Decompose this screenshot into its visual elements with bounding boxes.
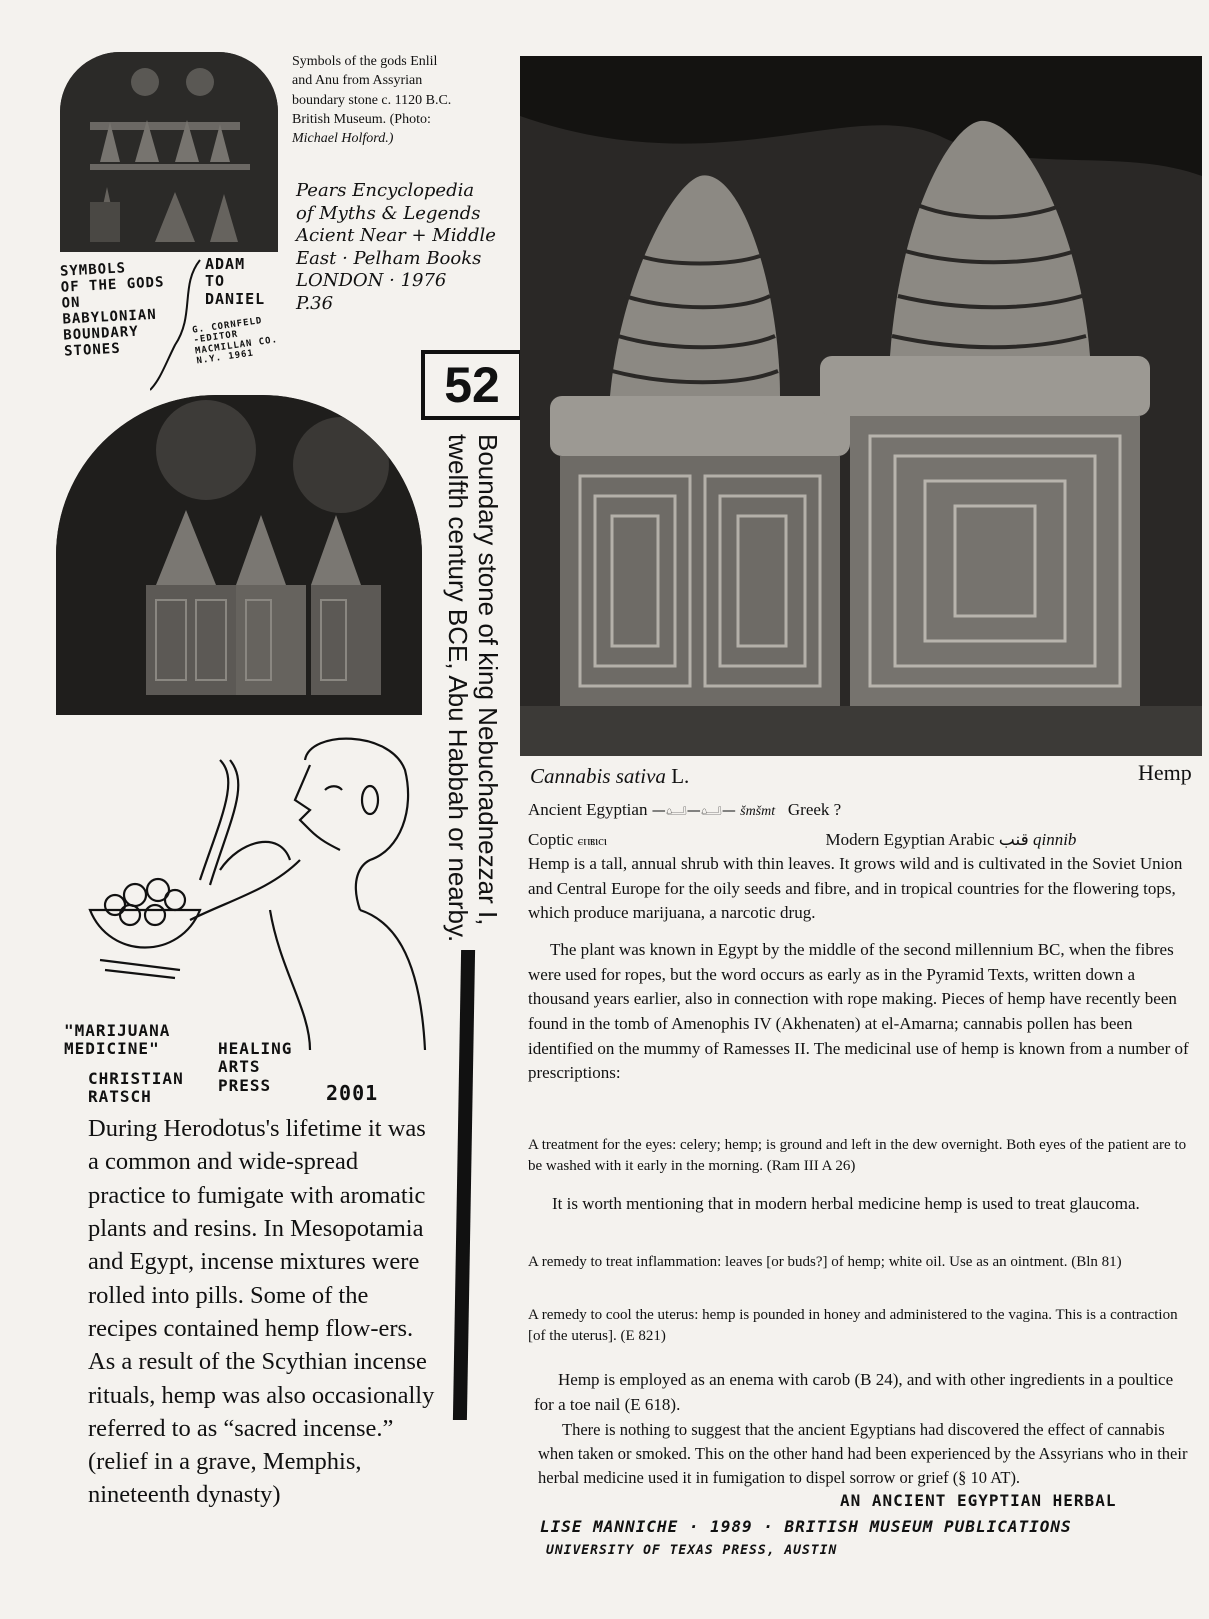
herbal-book-title-note: AN ANCIENT EGYPTIAN HERBAL [840, 1491, 1117, 1510]
hemp-species-title: Cannabis sativa L. [530, 764, 690, 788]
herbal-book-press-note: UNIVERSITY OF TEXAS PRESS, AUSTIN [546, 1543, 838, 1558]
top-photo-caption: Symbols of the gods Enlil and Anu from Assyrian boundary stone c. 1120 B.C. British Museum. (Photo: Michael Holford.) [292, 54, 452, 147]
hemp-para-2: The plant was known in Egypt by the middle of the second millennium BC, when the fibres were used for ropes, but the word occurs as early as in the Pyramid Texts, written down a thousand years earlier, also in connection with rope making. Pieces of hemp have recently been found in the tomb of Amenophis IV (Akhenaten) at el-Amarna; cannabis pollen has been identified on the mummy of Ramesses II. The medicinal use of hemp is known from a number of prescriptions: [528, 940, 1189, 1083]
cornfeld-note: G. CORNFELD -EDITOR MACMILLAN CO. N.Y. 1961 [191, 316, 279, 367]
hemp-quote-2: A remedy to treat inflammation: leaves [or buds?] of hemp; white oil. Use as an ointment. (Bln 81) [528, 1254, 1122, 1270]
hemp-para-1: Hemp is a tall, annual shrub with thin leaves. It grows wild and is cultivated in the Soviet Union and Central Europe for the oily seeds and fibre, and in tropical countries for the flowering tops, which produce marijuana, a narcotic drug. [528, 854, 1183, 923]
adam-to-daniel-note: ADAM TO DANIEL [205, 255, 266, 308]
hemp-quote-1: A treatment for the eyes: celery; hemp; is ground and left in the dew overnight. Both eyes of the patient are to be washed with it early in the morning. (Ram III A 26) [528, 1137, 1187, 1175]
symbols-note: SYMBOLS OF THE GODS ON BABYLONIAN BOUNDARY STONES [59, 260, 165, 361]
hemp-common-name: Hemp [1138, 760, 1192, 785]
figure-line-drawing [70, 720, 460, 1060]
vertical-boundary-caption: Boundary stone of king Nebuchadnezzar I, twelfth century BCE, Abu Habbah or nearby. [443, 434, 503, 943]
hemp-quote-3: A remedy to cool the uterus: hemp is pounded in honey and administered to the vagina. This is a contraction [of the uterus]. (E 821) [528, 1307, 1178, 1345]
hemp-names-line1: Ancient Egyptian —𓂟—𓂟— šmšmt Greek ? [528, 800, 842, 819]
hemp-names-line2: Coptic ⲉⲡⲃⲓⲥⲓ Modern Egyptian Arabic قنب qinnib [528, 830, 1077, 850]
healing-arts-press: HEALING ARTS PRESS [218, 1039, 293, 1095]
hemp-para-4: Hemp is employed as an enema with carob (B 24), and with other ingredients in a poultice for a toe nail (E 618). [534, 1370, 1174, 1414]
christian-ratsch: CHRISTIAN RATSCH [88, 1069, 184, 1107]
bracket-line [150, 255, 210, 395]
shrine-relief-photo [520, 56, 1202, 756]
page-number-box: 52 [421, 350, 523, 420]
marijuana-medicine-title: "MARIJUANA MEDICINE" [64, 1021, 171, 1059]
herbal-book-author-note: LISE MANNICHE · 1989 · BRITISH MUSEUM PUBLICATIONS [540, 1517, 1072, 1536]
marijuana-year: 2001 [326, 1081, 379, 1105]
boundary-stone-photo-small [60, 52, 278, 252]
hemp-para-5: There is nothing to suggest that the ancient Egyptians had discovered the effect of cannabis when taken or smoked. This on the other hand had been experienced by the Assyrians who in their herbal medicine used it in fumigation to dispel sorrow or grief (§ 10 AT). [538, 1420, 1188, 1487]
hemp-para-3: It is worth mentioning that in modern herbal medicine hemp is used to treat glaucoma. [552, 1194, 1140, 1213]
pears-encyclopedia-note: Pears Encyclopedia of Myths & Legends Acient Near + Middle East · Pelham Books LONDON · 1976 P.36 [296, 180, 496, 314]
boundary-stone-photo-large [56, 395, 422, 715]
herodotus-paragraph: During Herodotus's lifetime it was a common and wide-spread practice to fumigate with aromatic plants and resins. In Mesopotamia and Egypt, incense mixtures were rolled into pills. Some of the recipes contained hemp flow-ers. As a result of the Scythian incense rituals, hemp was also occasionally referred to as “sacred incense.” (relief in a grave, Memphis, nineteenth dynasty) [88, 1115, 435, 1509]
